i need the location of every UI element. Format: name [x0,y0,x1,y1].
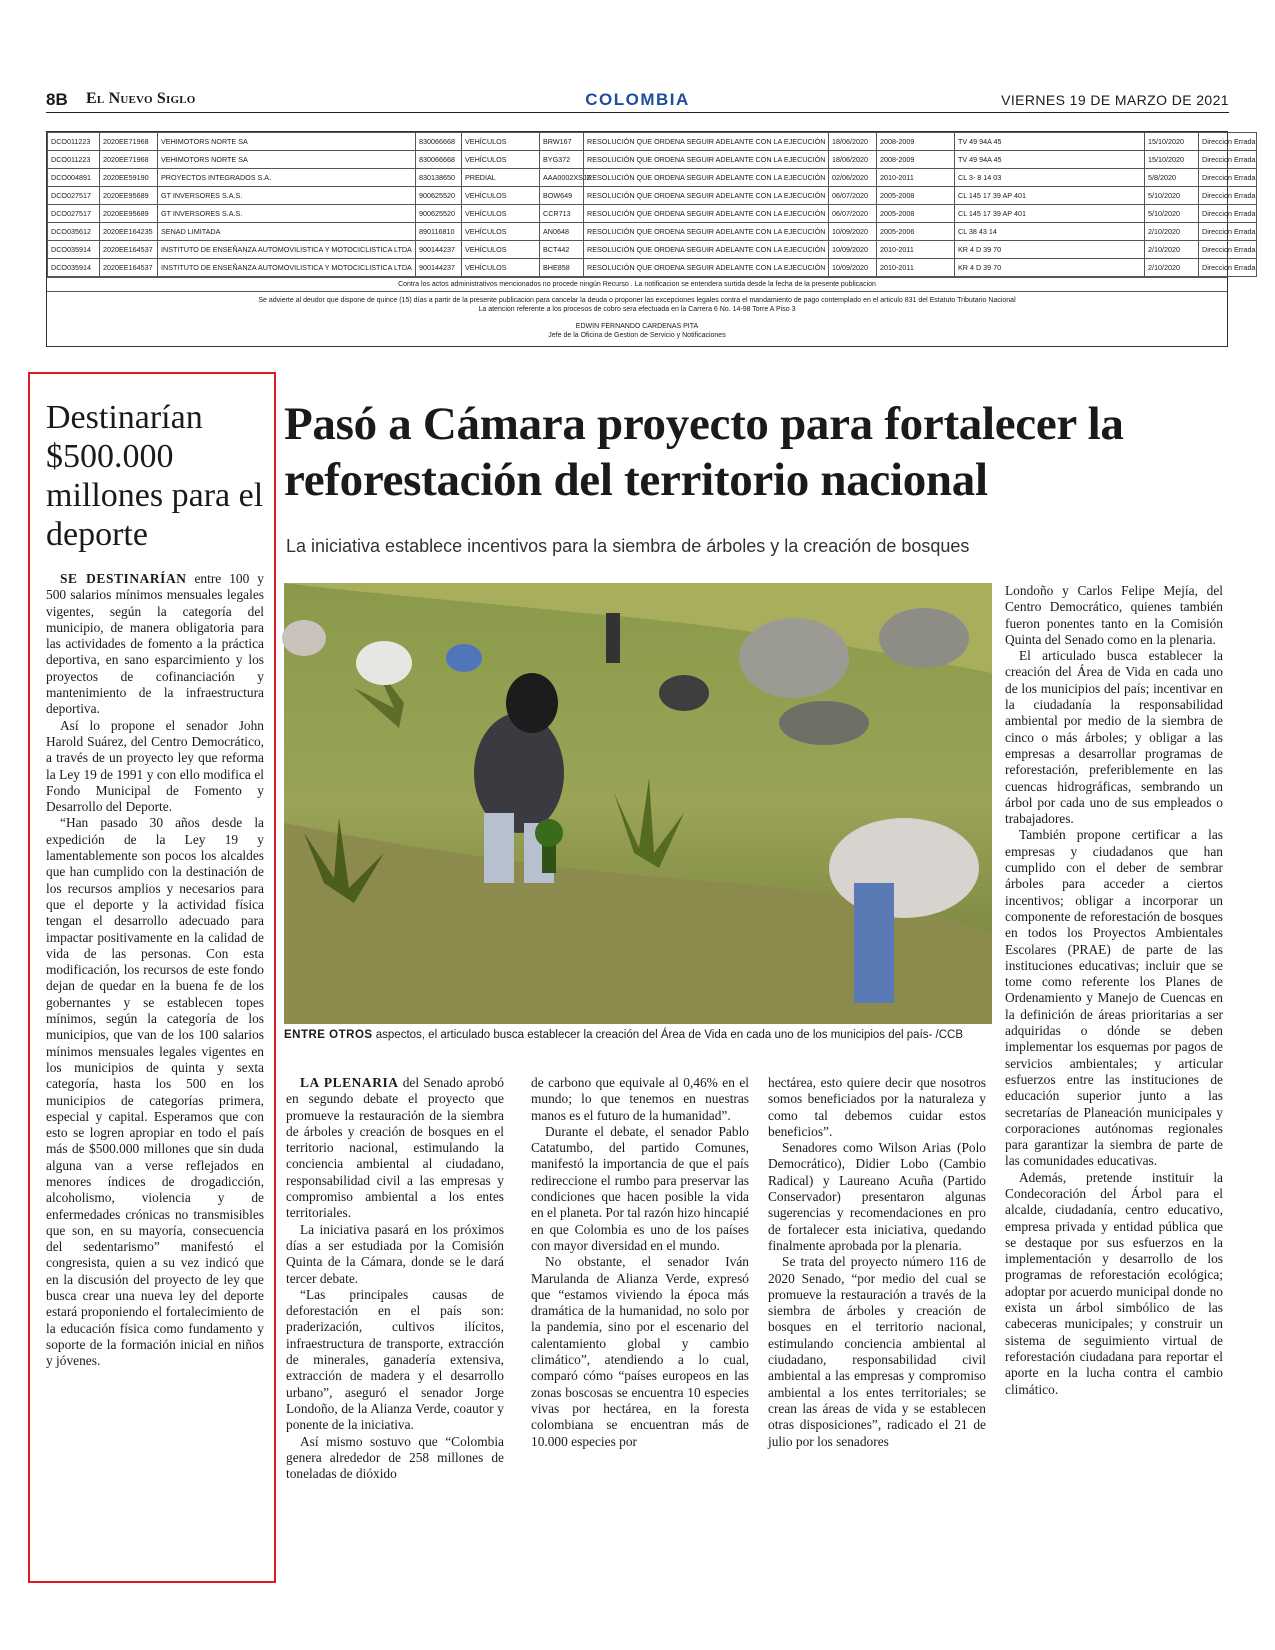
sidebar-lead: SE DESTINARÍAN [60,571,187,586]
notice-table-row [48,205,1257,223]
notice-line-2: Se advierte al deudor que dispone de quince (15) días a partir de la presente publicacion para cancelar la deuda o proponer las excepciones legales contra el mandamiento de pago contemplado en el articulo 831 del Estatuto Tributario Nacional [258,297,1016,304]
notice-table-cell: DCO027517 [48,187,100,205]
section-name: COLOMBIA [585,90,690,109]
notice-table-cell: VEHÍCULOS [462,205,540,223]
sidebar-paragraph: SE DESTINARÍAN entre 100 y 500 salarios mínimos mensuales legales vigentes, según la categoría del municipio, de manera obligatoria para las actividades de fomento a la práctica deportiva, en sano esparcimiento y los proyectos de cofinanciación y mantenimiento de la infraestructura deportiva. [46,571,264,717]
notice-table-cell: DCO027517 [48,205,100,223]
notice-table-cell: CCR713 [540,205,584,223]
notice-table-cell: 10/09/2020 [829,259,877,277]
notice-table-cell: 2/10/2020 [1145,241,1199,259]
notice-table-row [48,133,1257,151]
notice-table-cell: Direccion Errada [1199,169,1257,187]
notice-table-cell: 5/8/2020 [1145,169,1199,187]
notice-table-cell: 2020EE95689 [100,205,158,223]
notice-table-row [48,151,1257,169]
notice-table-cell: 02/06/2020 [829,169,877,187]
article-lead: LA PLENARIA [300,1075,399,1090]
article-paragraph: La iniciativa pasará en los próximos días a ser estudiada por la Comisión Quinta de la Cámara, donde se le dará tercer debate. [286,1221,504,1286]
notice-table-cell: 2008-2009 [877,133,955,151]
sidebar-headline: Destinarían $500.000 millones para el deporte [46,399,264,553]
notice-table-cell: 900144237 [416,241,462,259]
sidebar-paragraph: Así lo propone el senador John Harold Suárez, del Centro Democrático, a través de un proyecto ley que reforma la Ley 19 de 1991 y con ello modifica el Fondo Municipal de Fomento y Desarrollo del Deporte. [46,717,264,815]
sidebar-paragraph: “Han pasado 30 años desde la expedición de la Ley 19 y lamentablemente son pocos los alcaldes que han cumplido con la destinación de los recursos amplios y necesarios para que el deporte y la actividad física tengan el desarrollo adecuado para impactar positivamente en la calidad de vida de las personas. Con esta modificación, los recursos de este fondo dejan de quedar en la buena fe de los gobernantes y se establecen topes mínimos, según la categoría de los municipios, que van de los 100 salarios mínimos mensuales legales vigentes en los municipios de quinta y sexta categoría, hasta los 500 en los municipios de categorías primera, especial y capital. Esperamos que con esto se logren apropiar en todo el país más de $500.000 millones que sin duda alguna van a verse reflejados en menores índices de drogadicción, alcoholismo, violencia y de enfermedades crónicas no transmisibles que son, en su mayoría, consecuencia del sedentarismo” manifestó el congresista, quien a su vez indicó que en la discusión del proyecto de ley que busca crear una nueva ley del deporte estará proponiendo el fortalecimiento de la educación física como fundamento y soporte de la formación inicial en niños y jóvenes. [46,815,264,1369]
article-paragraph: Londoño y Carlos Felipe Mejía, del Centro Democrático, quienes también fueron ponentes tanto en la Comisión Quinta del Senado como en la plenaria. [1005,583,1223,647]
header-rule [46,112,1229,113]
notice-table-cell: RESOLUCIÓN QUE ORDENA SEGUIR ADELANTE CON LA EJECUCIÓN [584,151,829,169]
notice-table-cell: 2005-2008 [877,205,955,223]
article-paragraph: Además, pretende instituir la Condecoración del Árbol para el alcalde, ciudadanía, centro educativo, empresa privada y entidad pública que se destaque por sus esfuerzos en la implementación y desarrollo de los programas de reforestación ecológica; adoptar por acuerdo municipal donde no exista un árbol simbólico de las cabeceras municipales; y construir un sistema de seguimiento virtual de reforestación ciudadana para reportar el aporte en la lucha contra el cambio climático. [1005,1169,1223,1397]
notice-table-cell: 900144237 [416,259,462,277]
article-headline: Pasó a Cámara proyecto para fortalecer la reforestación del territorio nacional [284,398,1124,506]
notice-signer-title: Jefe de la Oficina de Gestion de Servicio y Notificaciones [548,332,726,339]
notice-table-cell: 2010-2011 [877,241,955,259]
notice-table-cell: RESOLUCIÓN QUE ORDENA SEGUIR ADELANTE CON LA EJECUCIÓN [584,205,829,223]
notice-table-cell: 900625520 [416,187,462,205]
notice-table-cell: Direccion Errada [1199,151,1257,169]
notice-table-cell: PROYECTOS INTEGRADOS S.A. [158,169,416,187]
notice-table-cell: 830066668 [416,151,462,169]
notice-table-cell: DCO011223 [48,133,100,151]
notice-table-cell: RESOLUCIÓN QUE ORDENA SEGUIR ADELANTE CON LA EJECUCIÓN [584,133,829,151]
notice-table-cell: Direccion Errada [1199,187,1257,205]
notice-table-row [48,259,1257,277]
article-paragraph: de carbono que equivale al 0,46% en el mundo; lo que tenemos en nuestras manos es el futuro de la humanidad”. [531,1075,749,1123]
article-paragraph: hectárea, esto quiere decir que nosotros somos beneficiados por la naturaleza y como tal debemos cuidar estos beneficios”. [768,1075,986,1139]
notice-table-cell: GT INVERSORES S.A.S. [158,205,416,223]
notice-table-cell: 2/10/2020 [1145,223,1199,241]
notice-table-cell: KR 4 D 39 70 [955,241,1145,259]
notice-table-cell: 10/09/2020 [829,223,877,241]
article-paragraph: LA PLENARIA del Senado aprobó en segundo debate el proyecto que promueve la restauración de la siembra de árboles y creación de bosques en el territorio nacional, estimulando la conciencia ambiental al ciudadano, responsabilidad civil a las empresas y compromiso ambiental a los entes territoriales. [286,1075,504,1221]
issue-date: VIERNES 19 DE MARZO DE 2021 [1001,92,1229,108]
notice-table-cell: RESOLUCIÓN QUE ORDENA SEGUIR ADELANTE CON LA EJECUCIÓN [584,169,829,187]
sidebar-body [46,571,264,1370]
notice-table-cell: 2020EE59190 [100,169,158,187]
notice-table-cell: Direccion Errada [1199,241,1257,259]
article-paragraph: Se trata del proyecto número 116 de 2020 Senado, “por medio del cual se promueve la restauración a través de la siembra de árboles y creación de bosques en el territorio nacional, estimulando conciencia ambiental al ciudadano, responsabilidad civil ambiental a las empresas y compromiso ambiental a los entes territoriales; se crean las áreas de vida y se establecen otras disposiciones”, radicado el 21 de julio por los senadores [768,1254,986,1449]
notice-line-1: Contra los actos administrativos mencionados no procede ningún Recurso . La notificacion se entendera surtida desde la fecha de la presente publicacion [47,277,1227,291]
article-paragraph: Senadores como Wilson Arias (Polo Democrático), Didier Lobo (Cambio Radical) y Laureano Acuña (Partido Conservador) presentaron algunas sugerencias y recomendaciones en pro de fortalecer esta iniciativa, quedando finalmente aprobada por la plenaria. [768,1140,986,1253]
notice-table-cell: 5/10/2020 [1145,187,1199,205]
notice-table-cell: 2020EE71968 [100,133,158,151]
notice-table-cell: RESOLUCIÓN QUE ORDENA SEGUIR ADELANTE CON LA EJECUCIÓN [584,259,829,277]
notice-table-cell: TV 49 94A 45 [955,133,1145,151]
notice-table-cell: Direccion Errada [1199,259,1257,277]
notice-table-cell: DCO011223 [48,151,100,169]
notice-table-cell: BCT442 [540,241,584,259]
notice-table-cell: 2020EE164537 [100,259,158,277]
notice-table-cell: CL 145 17 39 AP 401 [955,187,1145,205]
article-photo [284,583,992,1024]
notice-table-cell: 2010-2011 [877,169,955,187]
tree-planting-photo [284,583,992,1024]
article-paragraph: También propone certificar a las empresas y ciudadanos que han cumplido con el deber de sembrar árboles para acceder a ciertos incentivos; obligar a incorporar un componente de reforestación de bosques en todos los Proyectos Ambientales Escolares (PRAE) de parte de las instituciones educativas; incluir que se tome como referente los Planes de Ordenamiento y Manejo de Cuencas en la definición de áreas prioritarias a ser adquiridas o dónde se deben implementar los esquemas por pagos de servicios ambientales; y articular esfuerzos entre las instituciones de educación superior junto a las secretarías de Planeación municipales y corporaciones autónomas regionales para garantizar la siembra de parte de las comunidades educativas. [1005,827,1223,1169]
notice-table-cell: INSTITUTO DE ENSEÑANZA AUTOMOVILISTICA Y MOTOCICLISTICA LTDA [158,259,416,277]
article-paragraph: El articulado busca establecer la creación del Área de Vida en cada uno de los municipios del país; incentivar en la ciudadanía la responsabilidad ambiental por medio de la siembra de cinco o más árboles; y obligar a las empresas a desarrollar programas de reforestación, preferiblemente en las cuencas hidrográficas, sembrando un árbol por cada uno de sus empleados o trabajadores. [1005,648,1223,827]
notice-table-cell: Direccion Errada [1199,205,1257,223]
notice-table-cell: GT INVERSORES S.A.S. [158,187,416,205]
notice-table-row [48,169,1257,187]
notice-table-cell: SENAD LIMITADA [158,223,416,241]
article-paragraph: Así mismo sostuvo que “Colombia genera alrededor de 258 millones de toneladas de dióxido [286,1433,504,1482]
notice-table-cell: 830066668 [416,133,462,151]
notice-table-cell: RESOLUCIÓN QUE ORDENA SEGUIR ADELANTE CON LA EJECUCIÓN [584,241,829,259]
notice-table-cell: 2020EE71968 [100,151,158,169]
notice-table-cell: 15/10/2020 [1145,133,1199,151]
notice-table-cell: 2020EE164537 [100,241,158,259]
notice-table-cell: VEHÍCULOS [462,133,540,151]
article-paragraph: Durante el debate, el senador Pablo Catatumbo, del partido Comunes, manifestó la importancia de que el país redireccione el rumbo para preservar las condiciones que hacen posible la vida en el planeta. Por tal razón hizo hincapié en que Colombia es uno de los países con mayor diversidad en el mundo. [531,1123,749,1253]
article-column-4 [1005,583,1223,1398]
notice-table-cell: CL 38 43 14 [955,223,1145,241]
article-paragraph: No obstante, el senador Iván Marulanda de Alianza Verde, expresó que “estamos viviendo la época más dramática de la humanidad, no solo por la pandemia, sino por el escenario del calentamiento global y cambio climático”, atendiendo a lo cual, comparó cómo “países europeos en las zonas boscosas se encuentra 10 especies vivas por hectárea, en la foresta colombiana se encuentran más de 10.000 especies por [531,1254,749,1449]
notice-table-cell: INSTITUTO DE ENSEÑANZA AUTOMOVILISTICA Y MOTOCICLISTICA LTDA [158,241,416,259]
notice-table-cell: 2008-2009 [877,151,955,169]
notice-table-cell: TV 49 94A 45 [955,151,1145,169]
notice-table-cell: BYG372 [540,151,584,169]
notice-table-cell: PREDIAL [462,169,540,187]
notice-table-cell: 900625520 [416,205,462,223]
notice-table-cell: RESOLUCIÓN QUE ORDENA SEGUIR ADELANTE CON LA EJECUCIÓN [584,187,829,205]
notice-table-cell: BHE858 [540,259,584,277]
notice-table-cell: Direccion Errada [1199,223,1257,241]
notice-table [47,132,1257,277]
notice-table-cell: 06/07/2020 [829,187,877,205]
notice-table-row [48,241,1257,259]
photo-caption: ENTRE OTROS aspectos, el articulado busca establecer la creación del Área de Vida en cada uno de los municipios del país- /CCB [284,1029,964,1041]
notice-table-cell: AAA0002XSJZ [540,169,584,187]
article-column-2 [531,1075,749,1450]
notice-table-cell: 2020EE95689 [100,187,158,205]
notice-table-cell: VEHÍCULOS [462,187,540,205]
notice-table-cell: 2/10/2020 [1145,259,1199,277]
notice-table-cell: 830138650 [416,169,462,187]
notice-table-cell: AN0648 [540,223,584,241]
notice-line-3: La atencion referente a los procesos de cobro sera efectuada en la Carrera 6 No. 14-98 Torre A Piso 3 [478,306,796,313]
notice-table-cell: 2005-2008 [877,187,955,205]
notice-table-row [48,223,1257,241]
notice-signer: EDWIN FERNANDO CARDENAS PITA [575,323,699,330]
notice-table-cell: 2020EE164235 [100,223,158,241]
notice-table-row [48,187,1257,205]
notice-table-cell: CL 145 17 39 AP 401 [955,205,1145,223]
notice-table-cell: 2005-2006 [877,223,955,241]
notice-table-cell: 18/06/2020 [829,151,877,169]
notice-table-cell: BRW167 [540,133,584,151]
notice-table-cell: DCO035914 [48,241,100,259]
notice-table-cell: CL 3- 8 14 03 [955,169,1145,187]
notice-table-cell: 2010-2011 [877,259,955,277]
notice-table-cell: VEHÍCULOS [462,223,540,241]
notice-table-cell: DCO004891 [48,169,100,187]
notice-footer [47,291,1227,346]
notice-table-cell: BOW649 [540,187,584,205]
page-number: 8B [46,90,68,109]
notice-table-cell: 890116810 [416,223,462,241]
article-column-1 [286,1075,504,1482]
notice-table-cell: DCO035612 [48,223,100,241]
notice-table-cell: VEHIMOTORS NORTE SA [158,151,416,169]
caption-lead: ENTRE OTROS [284,1029,373,1041]
notice-table-cell: VEHÍCULOS [462,259,540,277]
notice-table-cell: VEHÍCULOS [462,241,540,259]
notice-table-cell: KR 4 D 39 70 [955,259,1145,277]
masthead: El Nuevo Siglo [86,90,196,107]
article-paragraph: “Las principales causas de deforestación en el país son: praderización, cultivos ilícitos, infraestructura de transporte, extracción de minerales, ganadería extensiva, extracción de madera y el desarrollo urbano”, aseguró el senador Jorge Londoño, de la Alianza Verde, coautor y ponente de la iniciativa. [286,1286,504,1433]
notice-table-cell: Direccion Errada [1199,133,1257,151]
notice-table-cell: VEHIMOTORS NORTE SA [158,133,416,151]
notice-table-cell: 15/10/2020 [1145,151,1199,169]
notice-table-cell: 5/10/2020 [1145,205,1199,223]
notice-table-cell: 10/09/2020 [829,241,877,259]
article-deck: La iniciativa establece incentivos para la siembra de árboles y la creación de bosques [286,536,970,556]
notice-table-cell: RESOLUCIÓN QUE ORDENA SEGUIR ADELANTE CON LA EJECUCIÓN [584,223,829,241]
notice-table-cell: 18/06/2020 [829,133,877,151]
legal-notice [46,131,1256,347]
notice-table-cell: VEHÍCULOS [462,151,540,169]
notice-table-cell: 06/07/2020 [829,205,877,223]
article-column-3 [768,1075,986,1450]
notice-table-cell: DCO035914 [48,259,100,277]
